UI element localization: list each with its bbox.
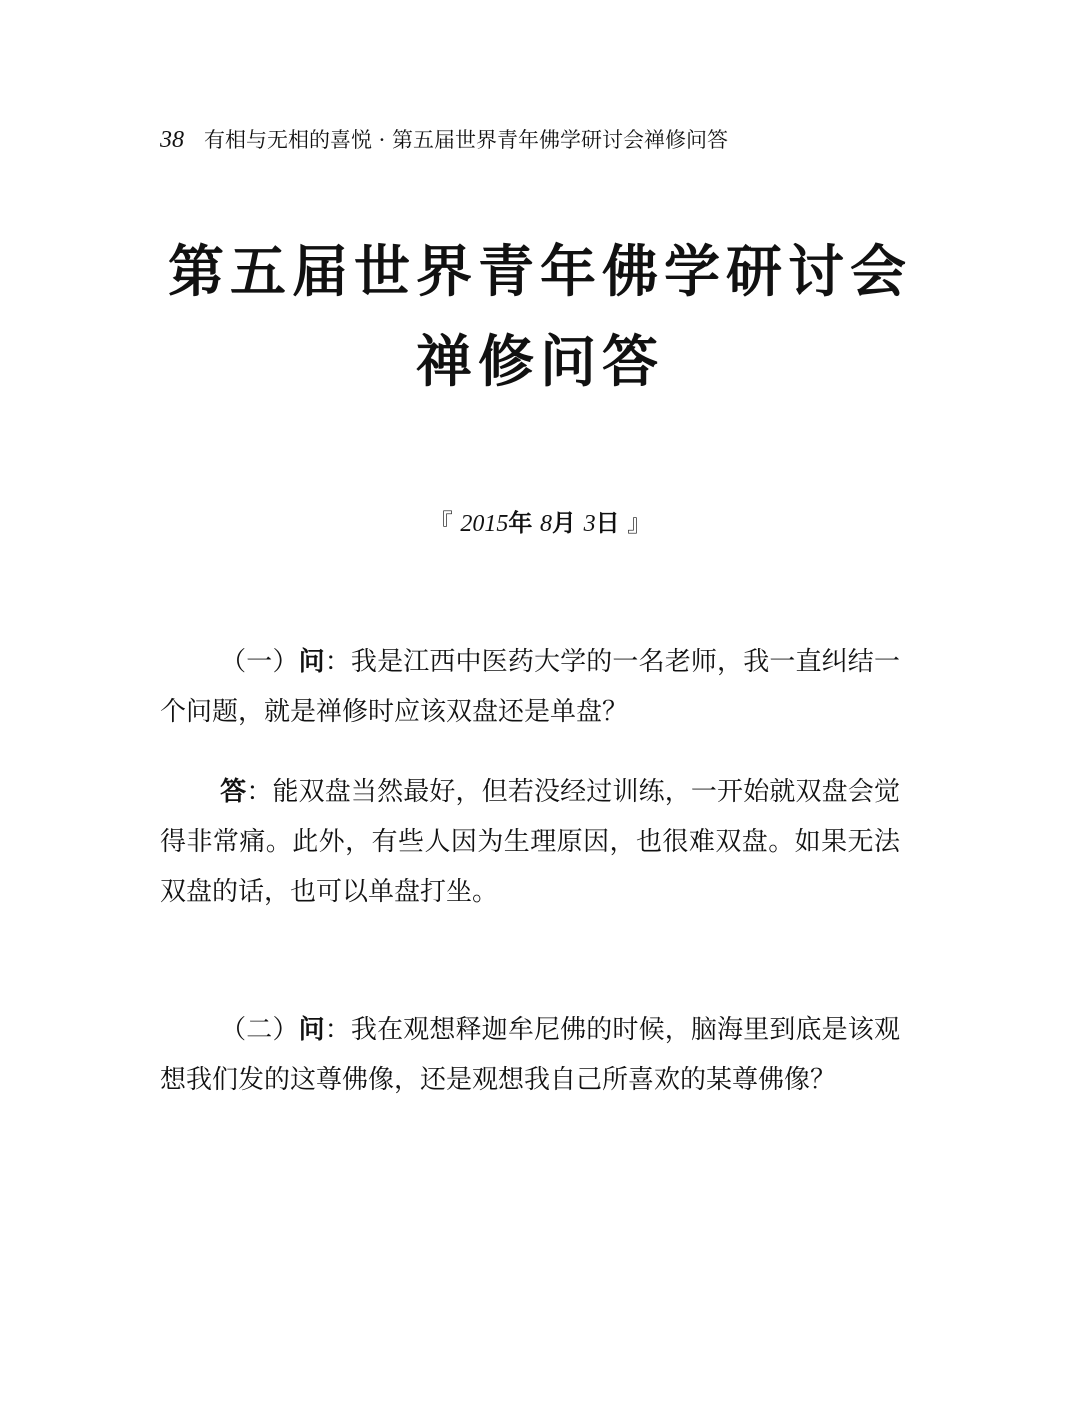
- running-title: 有相与无相的喜悦 · 第五届世界青年佛学研讨会禅修问答: [204, 128, 729, 152]
- question-label: 问: [298, 1015, 325, 1045]
- date-month: 8: [540, 511, 552, 537]
- running-header: [160, 125, 728, 155]
- date-year-char: 年: [508, 509, 533, 537]
- question-number: （二）: [220, 1015, 299, 1045]
- date-open-bracket: 『: [428, 509, 453, 537]
- date-day: 3: [583, 511, 596, 537]
- question-number: （一）: [220, 647, 299, 677]
- answer-label: 答: [220, 777, 247, 807]
- question-1: [160, 637, 900, 737]
- answer-text: 能双盘当然最好，但若没经过训练，一开始就双盘会觉得非常痛。此外，有些人因为生理原因，也很难双盘。如果无法双盘的话，也可以单盘打坐。: [160, 777, 900, 907]
- date-day-char: 日: [595, 509, 620, 537]
- question-text: 我在观想释迦牟尼佛的时候，脑海里到底是该观想我们发的这尊佛像，还是观想我自己所喜欢的某尊佛像？: [160, 1015, 900, 1095]
- date-month-char: 月: [552, 509, 576, 537]
- date-close-bracket: 』: [627, 509, 652, 537]
- chapter-subtitle: 禅修问答: [416, 330, 664, 395]
- question-label: 问: [298, 647, 325, 677]
- question-text: 我是江西中医药大学的一名老师，我一直纠结一个问题，就是禅修时应该双盘还是单盘？: [160, 647, 900, 727]
- page-number: 38: [160, 127, 184, 153]
- answer-1: [160, 767, 900, 917]
- chapter-title: 第五届世界青年佛学研讨会: [168, 240, 912, 305]
- question-2: [160, 1005, 900, 1105]
- label-colon: ：: [324, 1015, 351, 1045]
- label-colon: ：: [246, 777, 273, 807]
- date-year: 2015: [460, 511, 509, 537]
- label-colon: ：: [324, 647, 351, 677]
- session-date: [0, 505, 1080, 542]
